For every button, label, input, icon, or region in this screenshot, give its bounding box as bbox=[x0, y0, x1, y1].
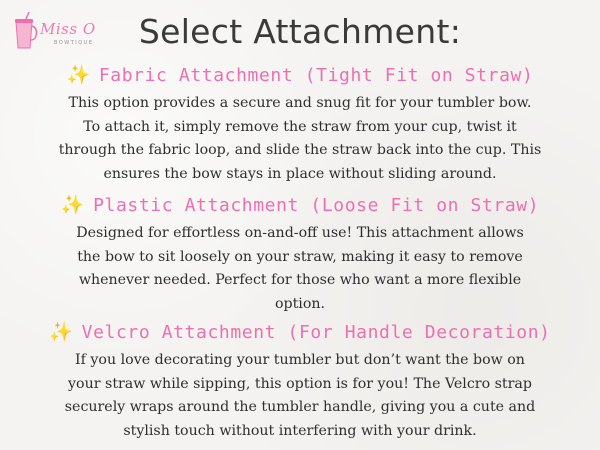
logo-sub-text: BOWTIQUE bbox=[54, 40, 94, 46]
section-heading-text: Fabric Attachment (Tight Fit on Straw) bbox=[98, 65, 534, 86]
section-heading-text: Plastic Attachment (Loose Fit on Straw) bbox=[93, 195, 540, 216]
body-line: securely wraps around the tumbler handle, giving you a cute and bbox=[64, 399, 536, 415]
page-title: Select Attachment: bbox=[138, 12, 462, 51]
body-line: the bow to sit loosely on your straw, making it easy to remove bbox=[77, 248, 523, 265]
section-plastic bbox=[0, 193, 600, 316]
section-heading bbox=[0, 320, 600, 345]
body-line: ensures the bow stays in place without sliding around. bbox=[103, 165, 497, 182]
logo-brand-text: Miss O bbox=[40, 20, 96, 38]
section-heading-text: Velcro Attachment (For Handle Decoration) bbox=[81, 322, 551, 343]
sparkle-icon: ✨ bbox=[49, 321, 74, 343]
body-line: stylish touch without interfering with your drink. bbox=[123, 422, 477, 439]
section-body bbox=[0, 222, 600, 316]
sparkle-icon: ✨ bbox=[60, 194, 86, 216]
body-line: Designed for effortless on-and-off use! This attachment allows bbox=[76, 225, 524, 241]
body-line: your straw while sipping, this option is for you! The Velcro strap bbox=[68, 375, 532, 392]
body-line: whenever needed. Perfect for those who want a more flexible bbox=[78, 272, 522, 288]
section-fabric bbox=[0, 63, 600, 186]
section-body bbox=[0, 349, 600, 443]
body-line: If you love decorating your tumbler but don’t want the bow on bbox=[75, 352, 525, 368]
section-heading bbox=[0, 63, 600, 88]
body-line: This option provides a secure and snug fit for your tumbler bow. bbox=[68, 95, 532, 111]
section-velcro bbox=[0, 320, 600, 443]
body-line: option. bbox=[274, 295, 326, 312]
sparkle-icon: ✨ bbox=[66, 64, 91, 86]
body-line: through the fabric loop, and slide the straw back into the cup. This bbox=[58, 142, 542, 158]
section-heading bbox=[0, 193, 600, 218]
section-body bbox=[0, 92, 600, 186]
body-line: To attach it, simply remove the straw from your cup, twist it bbox=[83, 118, 517, 135]
